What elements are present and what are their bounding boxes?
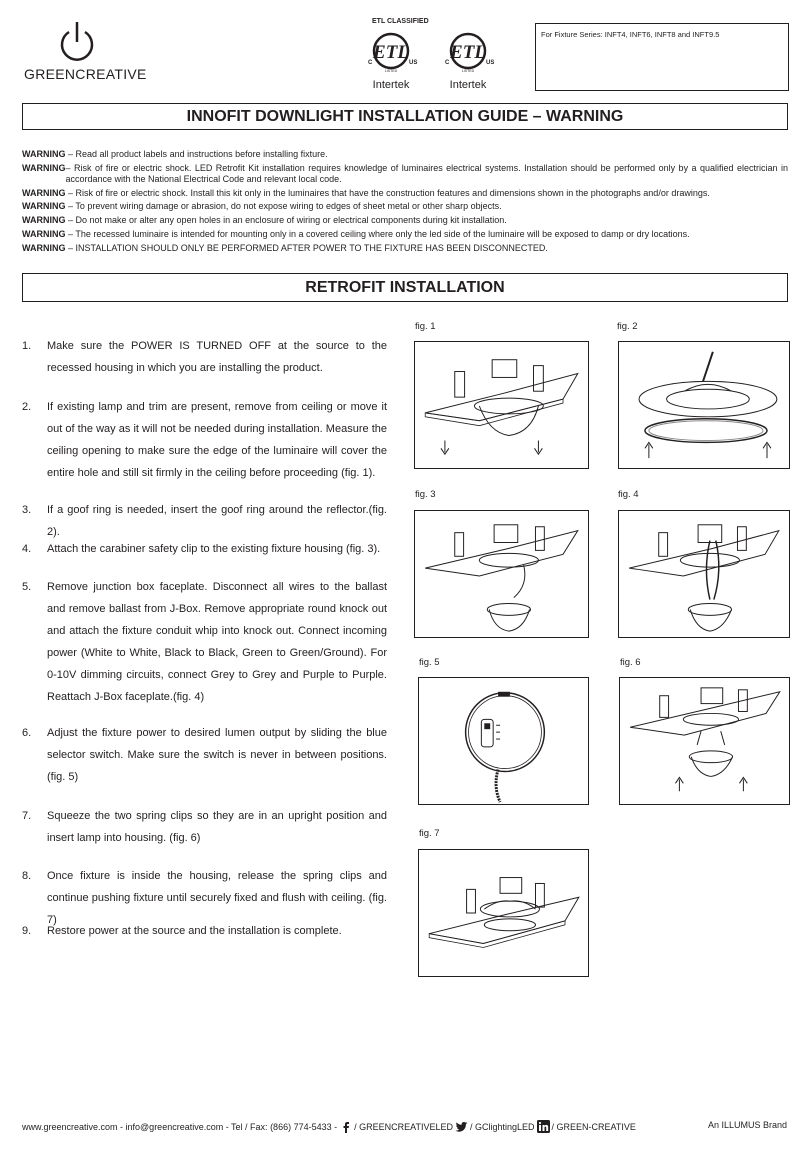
svg-text:ETL: ETL: [373, 42, 409, 63]
logo-text: GREENCREATIVE: [24, 66, 147, 82]
svg-text:LISTED: LISTED: [384, 69, 398, 73]
warnings-list: [22, 149, 788, 257]
warning-item: WARNING – To prevent wiring damage or abrasion, do not expose wiring to edges of sheet metal or other sharp objects.: [22, 201, 502, 212]
step-item: 5. Remove junction box faceplate. Disconnect all wires to the ballast and remove ballast from J-Box. Remove appropriate round knock out and attach the fixture conduit whip into knock out. Connect incoming power (White to White, Black to Black, Green to Green/Ground). For 0-10V dimming circuits, connect Grey to Grey and Purple to Purple. Reattach J-Box faceplate.(fig. 4): [22, 581, 387, 703]
greencreative-logo-icon: [57, 20, 97, 64]
fig-5-label: fig. 5: [419, 657, 440, 668]
fig-6-illustration: [619, 677, 790, 805]
step-item: 1. Make sure the POWER IS TURNED OFF at the source to the recessed housing in which you are installing the product.: [22, 340, 387, 374]
etl-classified-label: ETL CLASSIFIED: [372, 18, 429, 25]
svg-text:Intertek: Intertek: [449, 79, 487, 91]
fig-2-label: fig. 2: [617, 321, 638, 332]
fixture-series-box: [535, 23, 789, 91]
step-item: 8. Once fixture is inside the housing, release the spring clips and continue pushing fixture until securely fixed and flush with ceiling. (fig. 7): [22, 870, 387, 926]
twitter-handle[interactable]: / GClightingLED: [469, 1121, 535, 1132]
facebook-icon[interactable]: [339, 1120, 352, 1133]
svg-text:US: US: [486, 60, 495, 66]
svg-text:C: C: [445, 60, 450, 66]
etl-listed-mark-icon: [356, 27, 426, 93]
etl-listed-mark-icon: [433, 27, 503, 93]
fig-7-label: fig. 7: [419, 828, 440, 839]
twitter-icon[interactable]: [455, 1120, 468, 1133]
svg-text:Intertek: Intertek: [372, 79, 410, 91]
fig-5-illustration: [418, 677, 589, 805]
linkedin-handle[interactable]: / GREEN-CREATIVE: [551, 1121, 636, 1132]
svg-text:C: C: [368, 60, 373, 66]
warning-item: WARNING – Risk of fire or electric shock. Install this kit only in the luminaires that have the construction features and dimensions shown in the photographs and/or drawings.: [22, 187, 710, 198]
linkedin-icon[interactable]: [537, 1120, 550, 1133]
svg-text:ETL: ETL: [450, 42, 486, 63]
warning-item: WARNING – Risk of fire or electric shock. LED Retrofit Kit installation requires knowledge of luminaires electrical systems. Installation should be performed only by a qualified electrician in accordance with the National Electrical Code and relevant local code.: [22, 162, 788, 184]
step-item: 3. If a goof ring is needed, insert the goof ring around the reflector.(fig. 2).: [22, 504, 387, 538]
fig-7-illustration: [418, 849, 589, 977]
contact-text: www.greencreative.com - info@greencreative.com - Tel / Fax: (866) 774-5433 -: [22, 1121, 338, 1132]
step-item: 2. If existing lamp and trim are present, remove from ceiling or move it out of the way as it will not be needed during installation. Measure the ceiling opening to make sure the edge of the luminaire will cover the entire hole and still sit firmly in the ceiling before proceeding (fig. 1).: [22, 401, 387, 479]
fig-4-illustration: [618, 510, 790, 638]
fixture-series-text: For Fixture Series: INFT4, INFT6, INFT8 and INFT9.5: [541, 30, 720, 39]
fig-1-illustration: [414, 341, 589, 469]
warning-item: WARNING – The recessed luminaire is intended for mounting only in a covered ceiling where only the led side of the luminaire will be exposed to damp or dry locations.: [22, 228, 690, 239]
svg-text:LISTED: LISTED: [461, 69, 475, 73]
step-item: 6. Adjust the fixture power to desired lumen output by sliding the blue selector switch. Make sure the switch is never in between positions.(fig. 5): [22, 727, 387, 783]
fig-2-illustration: [618, 341, 790, 469]
warning-item: WARNING – Do not make or alter any open holes in an enclosure of wiring or electrical components during kit installation.: [22, 215, 507, 226]
fig-4-label: fig. 4: [618, 489, 639, 500]
fig-3-illustration: [414, 510, 589, 638]
facebook-handle[interactable]: / GREENCREATIVELED: [354, 1121, 453, 1132]
fig-1-label: fig. 1: [415, 321, 436, 332]
page-title: INNOFIT DOWNLIGHT INSTALLATION GUIDE – WARNING: [22, 103, 788, 130]
step-item: 9. Restore power at the source and the installation is complete.: [22, 925, 342, 937]
brand-text: An ILLUMUS Brand: [708, 1120, 788, 1130]
fig-3-label: fig. 3: [415, 489, 436, 500]
step-item: 4. Attach the carabiner safety clip to the existing fixture housing (fig. 3).: [22, 543, 381, 555]
section-title: RETROFIT INSTALLATION: [22, 273, 788, 302]
svg-text:US: US: [409, 60, 418, 66]
fig-6-label: fig. 6: [620, 657, 641, 668]
warning-item: WARNING – INSTALLATION SHOULD ONLY BE PERFORMED AFTER POWER TO THE FIXTURE HAS BEEN DISCONNECTED.: [22, 242, 548, 253]
footer-contact: [22, 1120, 636, 1133]
step-item: 7. Squeeze the two spring clips so they are in an upright position and insert lamp into housing. (fig. 6): [22, 810, 387, 844]
warning-item: WARNING – Read all product labels and instructions before installing fixture.: [22, 149, 328, 159]
